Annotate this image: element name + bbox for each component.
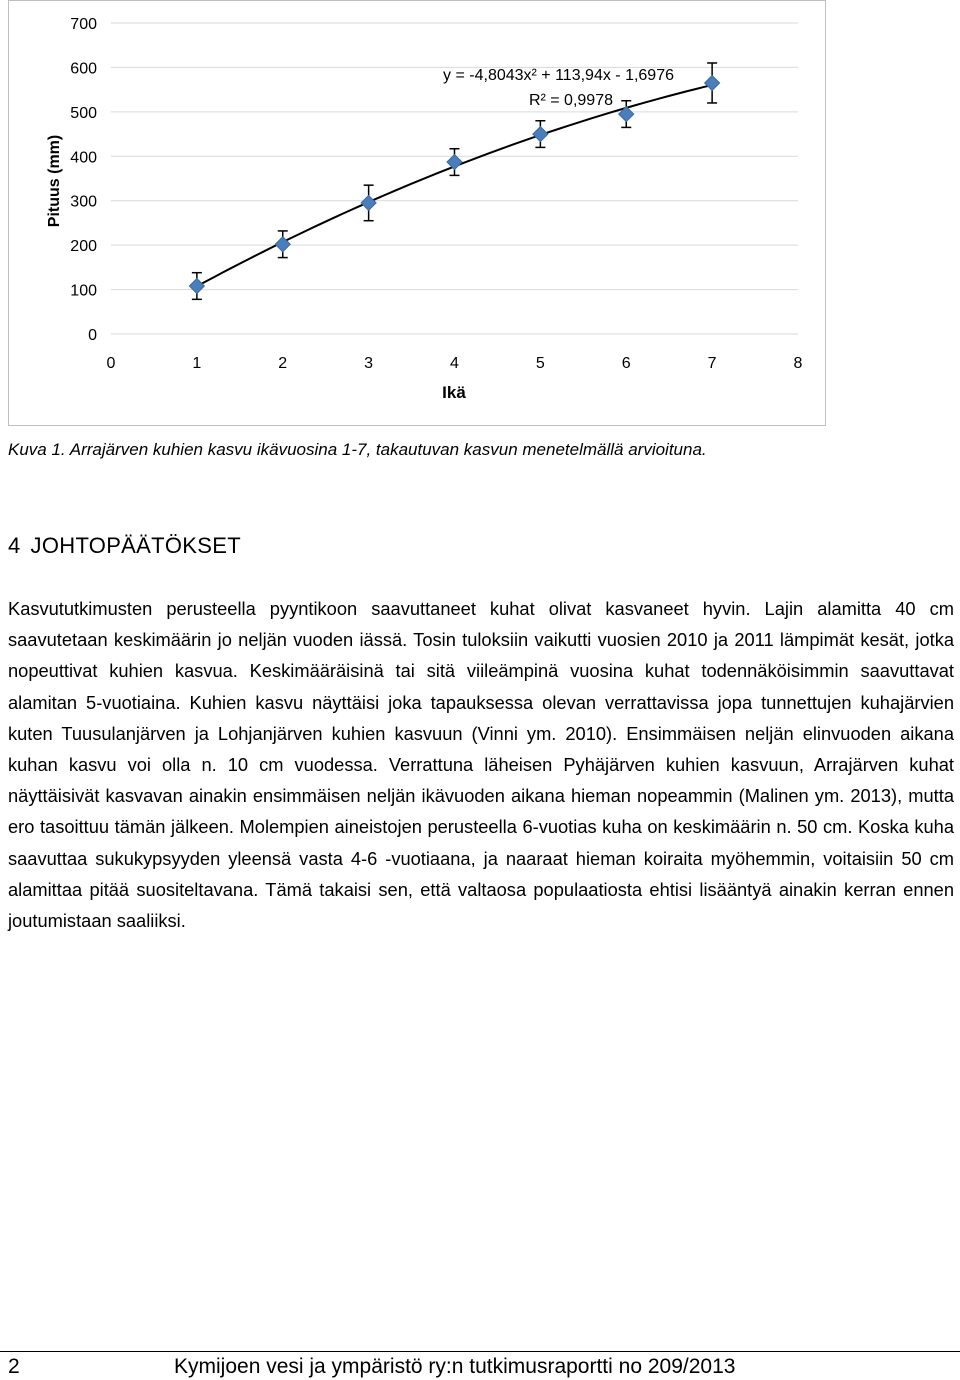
y-tick-label-700: 700: [70, 16, 97, 33]
x-tick-label-3: 3: [364, 355, 374, 372]
trendline: [197, 85, 712, 286]
trendline-r-squared: R² = 0,9978: [528, 92, 613, 109]
data-points: [189, 75, 719, 293]
chart-container: [8, 0, 826, 426]
x-tick-label-4: 4: [450, 355, 459, 372]
data-point-age-4: [447, 155, 462, 170]
y-tick-label-400: 400: [70, 149, 97, 167]
body-paragraph: Kasvututkimusten perusteella pyyntikoon saavuttaneet kuhat olivat kasvaneet hyvin. Lajin alamitta 40 cm saavutetaan keskimäärin jo neljän vuoden iässä. Tosin tuloksiin vaikutti vuosien 2010 ja 2011 lämpimät kesät, jotka nopeuttivat kuhien kasvua. Keskimääräisinä tai sitä viileämpinä vuosina kuhat todennäköisimmin saavuttavat alamitan 5-vuotiaina. Kuhien kasvu näyttäisi joka tapauksessa olevan verrattavissa jopa tunnettujen kuhajärvien kuten Tuusulanjärven ja Lohjanjärven kuhien kasvuun (Vinni ym. 2010). Ensimmäisen neljän elinvuoden aikana kuhan kasvu voi olla n. 10 cm vuodessa. Verrattuna läheisen Pyhäjärven kuhien kasvuun, Arrajärven kuhat näyttäisivät kasvavan ainakin ensimmäisen neljän ikävuoden aikana hieman nopeammin (Malinen ym. 2013), mutta ero tasoittuu tämän jälkeen. Molempien aineistojen perusteella 6-vuotias kuha on keskimäärin n. 50 cm. Koska kuha saavuttaa sukukypsyyden yleensä vasta 4-6 -vuotiaana, ja naaraat hieman koiraita myöhemmin, voitaisiin 50 cm alamittaa pitää suositeltavana. Tämä takaisi sen, että valtaosa populaatiosta ehtisi lisääntyä ainakin kerran ennen joutumistaan saaliiksi.: [8, 598, 954, 932]
trendline-equation: y = -4,8043x² + 113,94x - 1,6976: [443, 67, 674, 84]
error-bars: [192, 63, 717, 299]
y-tick-label-500: 500: [70, 104, 97, 122]
footer-divider: [0, 1351, 960, 1352]
x-tick-label-8: 8: [793, 355, 803, 372]
data-point-age-1: [189, 279, 204, 294]
body-paragraph-container: [8, 593, 954, 936]
y-tick-labels: [70, 16, 97, 344]
x-tick-labels: [107, 355, 803, 372]
section-title: JOHTOPÄÄTÖKSET: [30, 533, 241, 558]
trendline-layer: [197, 85, 712, 286]
x-tick-label-1: 1: [192, 355, 202, 372]
x-tick-label-6: 6: [621, 355, 631, 372]
data-point-age-7: [705, 75, 720, 90]
x-tick-label-0: 0: [106, 355, 116, 372]
y-tick-label-200: 200: [70, 238, 97, 256]
y-tick-label-0: 0: [88, 327, 97, 344]
section-number: 4: [8, 533, 21, 558]
section-heading: [8, 533, 251, 559]
x-tick-label-2: 2: [278, 355, 288, 372]
y-tick-label-600: 600: [70, 60, 97, 78]
page-number: 2: [8, 1355, 20, 1378]
publication-title: Kymijoen vesi ja ympäristö ry:n tutkimusraportti no 209/2013: [174, 1355, 736, 1378]
figure-caption: Kuva 1. Arrajärven kuhien kasvu ikävuosina 1-7, takautuvan kasvun menetelmällä arvioituna.: [8, 440, 707, 459]
data-point-age-5: [533, 127, 548, 142]
y-tick-label-100: 100: [70, 282, 97, 300]
data-point-age-3: [361, 195, 376, 210]
y-tick-label-300: 300: [70, 193, 97, 211]
growth-chart: [9, 1, 827, 427]
x-axis-label: Ikä: [442, 383, 466, 402]
y-axis-label: Pituus (mm): [46, 134, 63, 228]
x-tick-label-5: 5: [535, 355, 545, 372]
x-tick-label-7: 7: [707, 355, 717, 372]
